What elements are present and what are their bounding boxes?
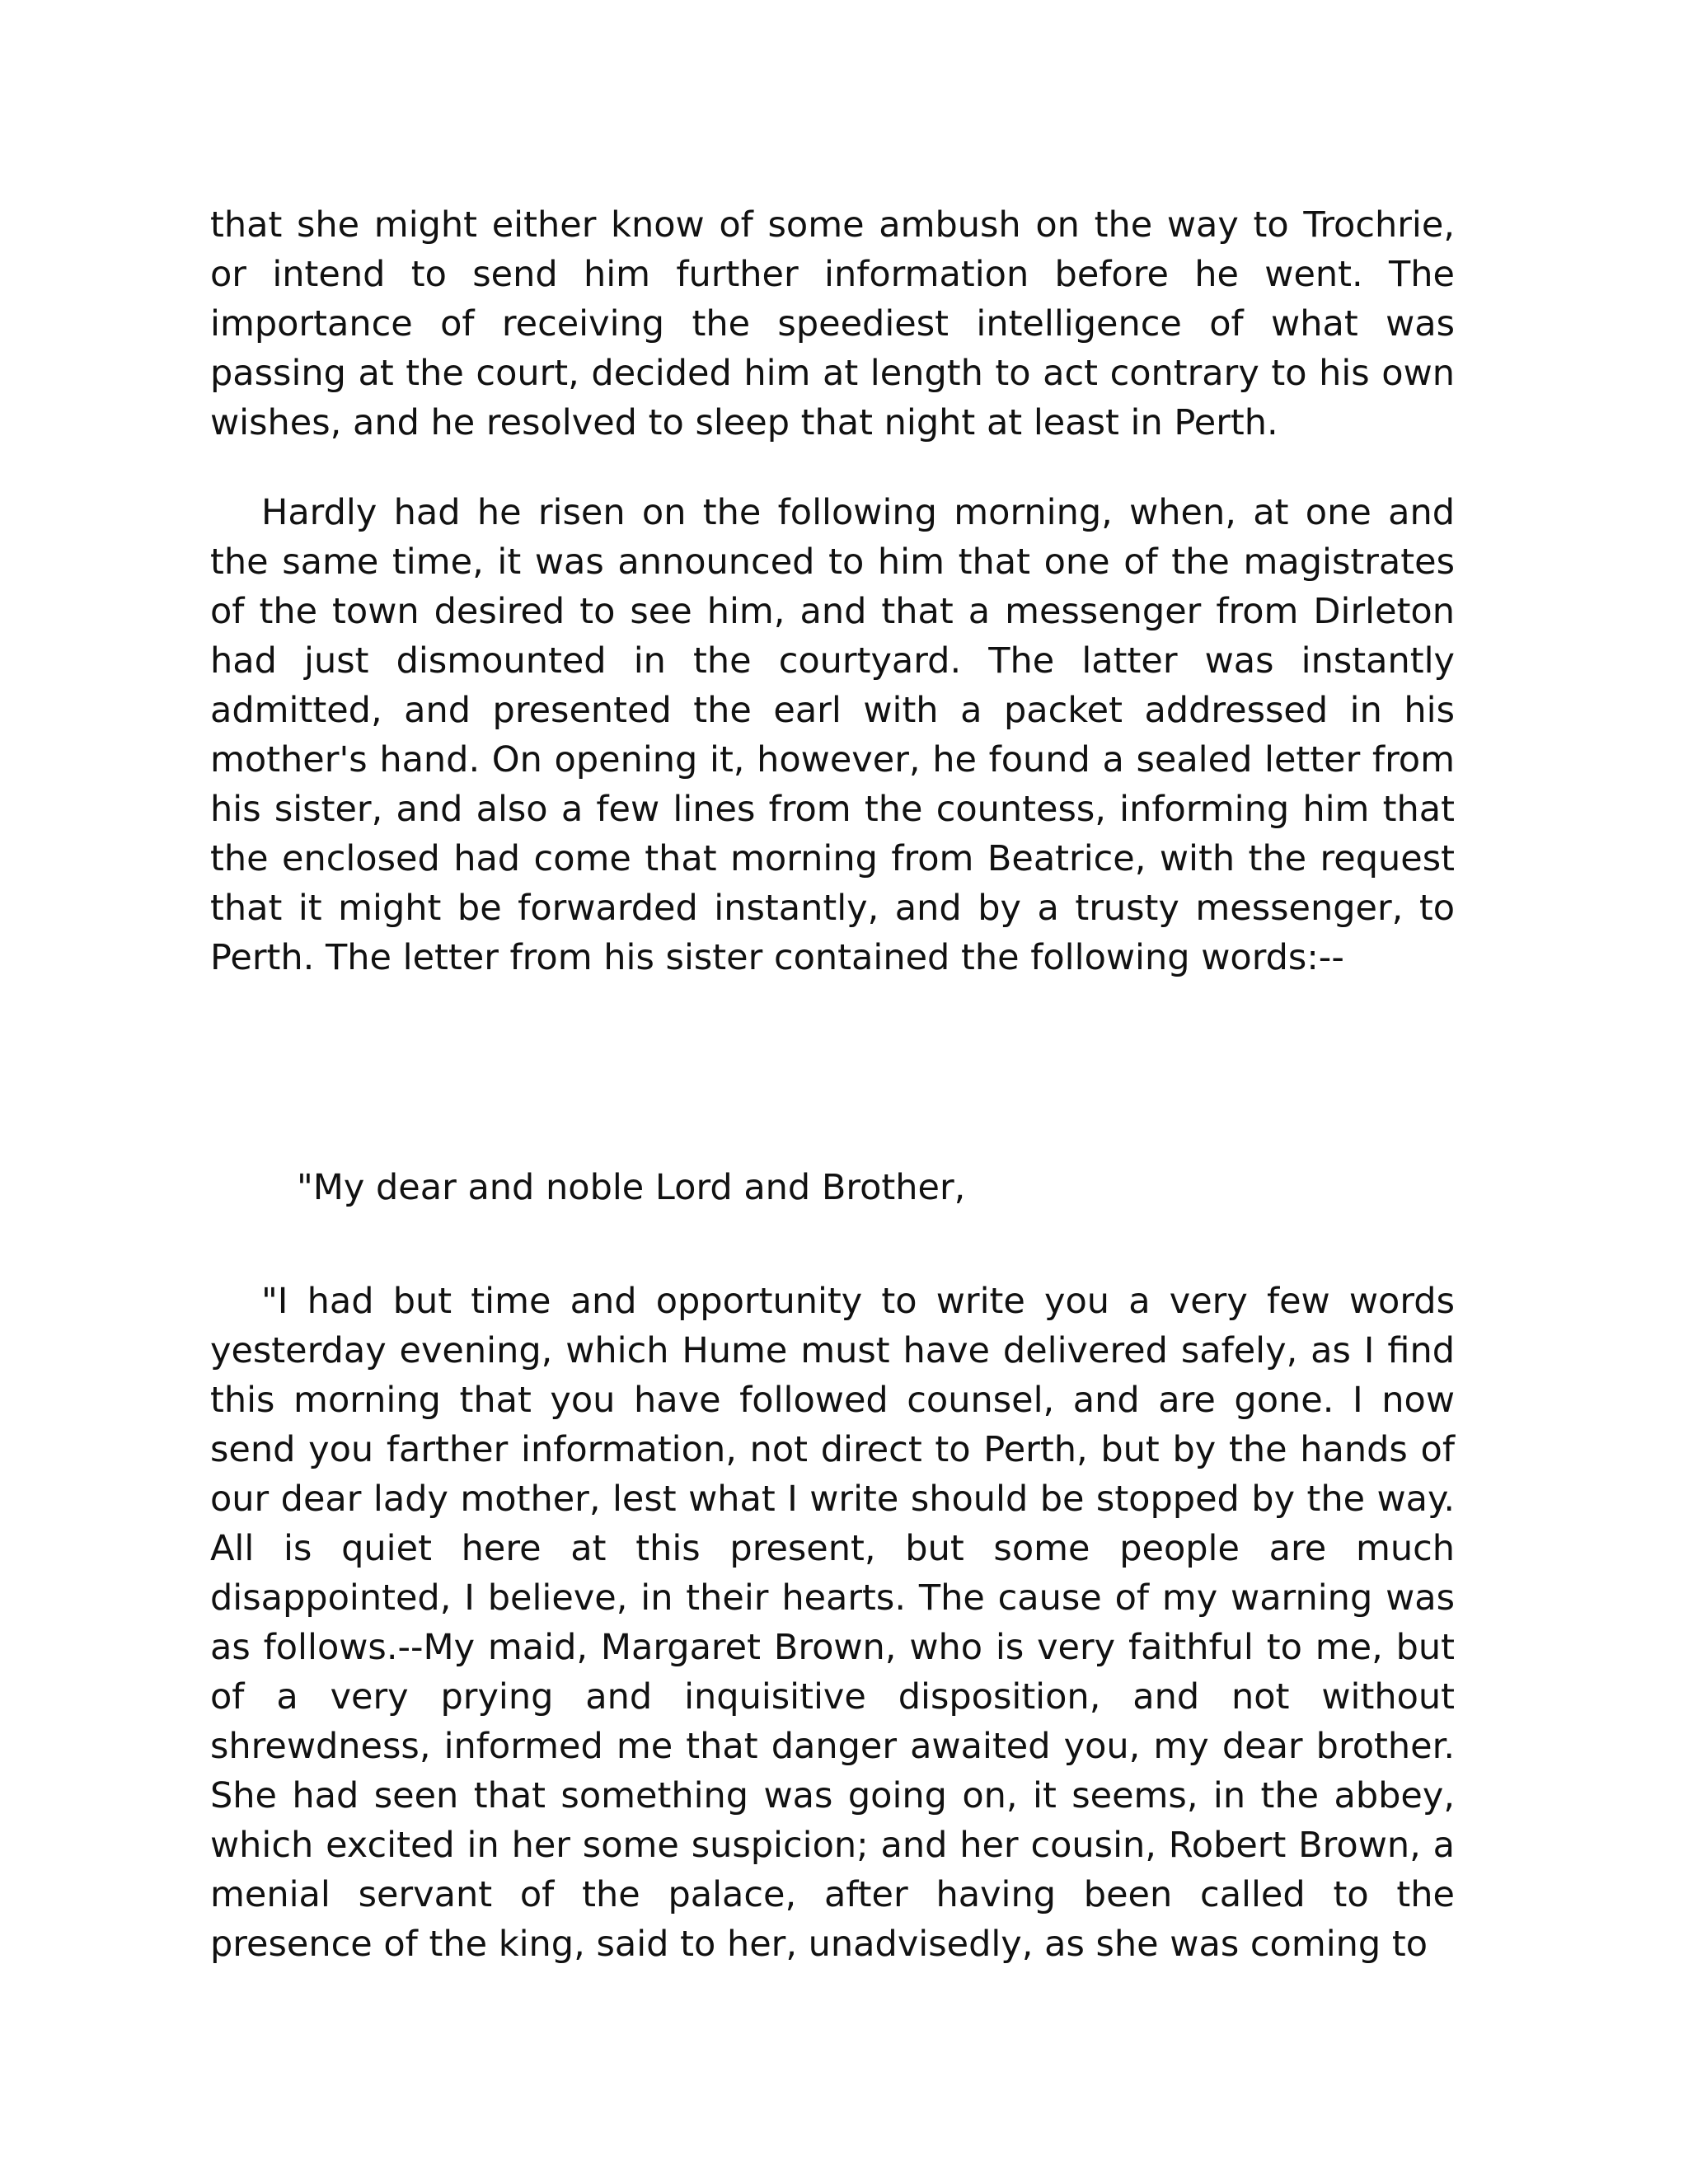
letter-salutation: "My dear and noble Lord and Brother,: [297, 1167, 966, 1208]
paragraph: that she might either know of some ambush on the way to Trochrie, or intend to send him further information before he went. The importance of receiving the speediest intelligence of what was passing at the court, decided him at length to act contrary to his own wishes, and he resolved to sleep that night at least in Perth.: [210, 204, 1455, 443]
paragraph: Hardly had he risen on the following morning, when, at one and the same time, it was announced to him that one of the magistrates of the town desired to see him, and that a messenger from Dirleton had just dismounted in the courtyard. The latter was instantly admitted, and presented the earl with a packet addressed in his mother's hand. On opening it, however, he found a sealed letter from his sister, and also a few lines from the countess, informing him that the enclosed had come that morning from Beatrice, with the request that it might be forwarded instantly, and by a trusty messenger, to Perth. The letter from his sister contained the following words:--: [210, 492, 1455, 978]
paragraph: "I had but time and opportunity to write you a very few words yesterday evening, which Hume must have delivered safely, as I find this morning that you have followed counsel, and are gone. I now send you farther information, not direct to Perth, but by the hands of our dear lady mother, lest what I write should be stopped by the way. All is quiet here at this present, but some people are much disappointed, I believe, in their hearts. The cause of my warning was as follows.--My maid, Margaret Brown, who is very faithful to me, but of a very prying and inquisitive disposition, and not without shrewdness, informed me that danger awaited you, my dear brother. She had seen that something was going on, it seems, in the abbey, which excited in her some suspicion; and her cousin, Robert Brown, a menial servant of the palace, after having been called to the presence of the king, said to her, unadvisedly, as she was coming to: [210, 1281, 1455, 1965]
